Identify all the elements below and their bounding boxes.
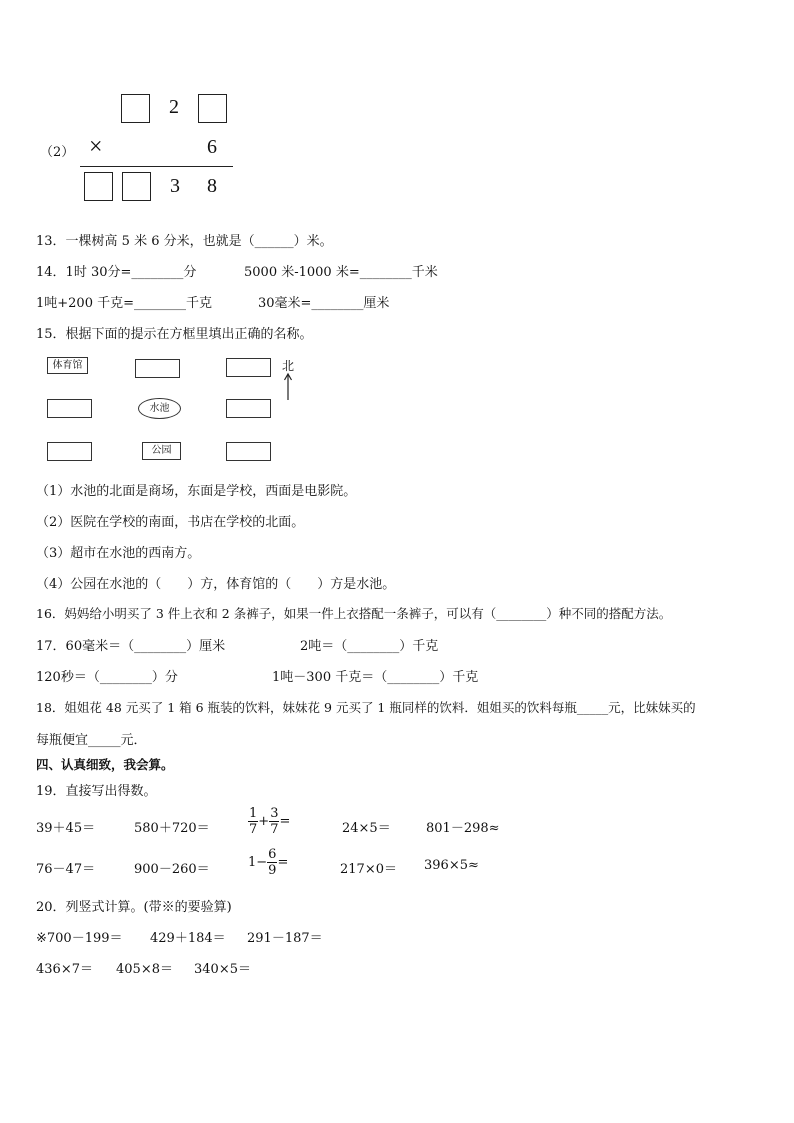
pool-label: 水池 [149,403,170,414]
question-13: 13．一棵树高 5 米 6 分米，也就是（______）米。 [36,234,333,249]
fraction-3-7: $\frac{3}{7}$ [270,806,279,837]
question-16: 16．妈妈给小明买了 3 件上衣和 2 条裤子，如果一件上衣搭配一条裤子，可以有（________）种不同的搭配方法。 [36,606,672,621]
blank-box-west[interactable] [47,399,92,418]
question-15-sub4: （4）公园在水池的（ ）方，体育馆的（ ）方是水池。 [36,577,396,592]
q19-r1-c2: 580＋720＝ [134,821,210,836]
blank-box-result-2[interactable] [122,172,151,201]
top-digit: 2 [169,96,179,118]
pool-ellipse [138,398,181,419]
question-15-sub1: （1）水池的北面是商场，东面是学校，西面是电影院。 [36,484,357,499]
q19-r2-c2: 900－260＝ [134,862,210,877]
blank-box-northeast[interactable] [226,358,271,377]
q19-r1-c1: 39＋45＝ [36,821,96,836]
question-17-c: 120秒＝（________）分 [36,670,178,685]
blank-box-north[interactable] [135,359,180,378]
problem-label: （2） [40,145,75,160]
q20-r2-c1: 436×7＝ [36,962,93,977]
park-label: 公园 [151,445,172,456]
q20-r2-c3: 340×5＝ [194,962,251,977]
q19-r2-c4: 217×0＝ [340,862,397,877]
blank-box-east[interactable] [226,399,271,418]
fraction-1-7: $\frac{1}{7}$ [249,806,258,837]
question-14-c: 1吨+200 千克=________千克 [36,296,213,311]
q19-r2-fraction: 1− $\frac{6}{9}$ = [248,847,289,878]
question-19-stem: 19．直接写出得数。 [36,784,157,799]
gym-label: 体育馆 [52,360,83,371]
q20-r1-c2: 429＋184＝ [150,931,226,946]
question-17-b: 2吨＝（________）千克 [300,639,439,654]
q19-r1-fraction: $\frac{1}{7}$ + $\frac{3}{7}$ = [249,806,291,837]
q20-r2-c2: 405×8＝ [116,962,173,977]
question-14-b: 5000 米-1000 米=________千米 [244,265,438,280]
multiplication-line [80,166,233,167]
blank-box-top-1[interactable] [121,94,150,123]
question-18-line1: 18．姐姐花 48 元买了 1 箱 6 瓶装的饮料，妹妹花 9 元买了 1 瓶同样的饮料．姐姐买的饮料每瓶_____元，比妹妹买的 [36,700,696,715]
q20-r1-c1: ※700－199＝ [36,931,123,946]
result-digit-1: 3 [170,175,180,197]
north-arrow-icon [282,372,294,400]
blank-box-result-1[interactable] [84,172,113,201]
section-4-heading: 四、认真细致，我会算。 [36,757,174,772]
question-15-stem: 15．根据下面的提示在方框里填出正确的名称。 [36,327,313,342]
question-20-stem: 20．列竖式计算。(带※的要验算) [36,900,232,915]
q19-r2-c1: 76－47＝ [36,862,96,877]
gym-box [47,357,88,374]
q19-r1-c4: 24×5＝ [342,821,391,836]
times-sign: × [89,134,103,160]
question-18-line2: 每瓶便宜_____元． [36,733,147,748]
question-15-sub2: （2）医院在学校的南面，书店在学校的北面。 [36,515,305,530]
blank-box-top-2[interactable] [198,94,227,123]
result-digit-2: 8 [207,175,217,197]
question-14-a: 14．1时 30分=________分 [36,265,197,280]
blank-box-southwest[interactable] [47,442,92,461]
question-14-d: 30毫米=________厘米 [258,296,390,311]
q19-r1-c5: 801－298≈ [426,821,500,836]
fraction-6-9: $\frac{6}{9}$ [268,847,277,878]
blank-box-southeast[interactable] [226,442,271,461]
question-17-d: 1吨－300 千克＝（________）千克 [272,670,479,685]
multiplier-digit: 6 [207,136,217,158]
q20-r1-c3: 291－187＝ [247,931,323,946]
north-label: 北 [282,359,295,373]
question-17-a: 17．60毫米＝（________）厘米 [36,639,226,654]
q19-r2-c5: 396×5≈ [424,858,479,873]
question-15-sub3: （3）超市在水池的西南方。 [36,546,201,561]
park-box [142,442,181,460]
